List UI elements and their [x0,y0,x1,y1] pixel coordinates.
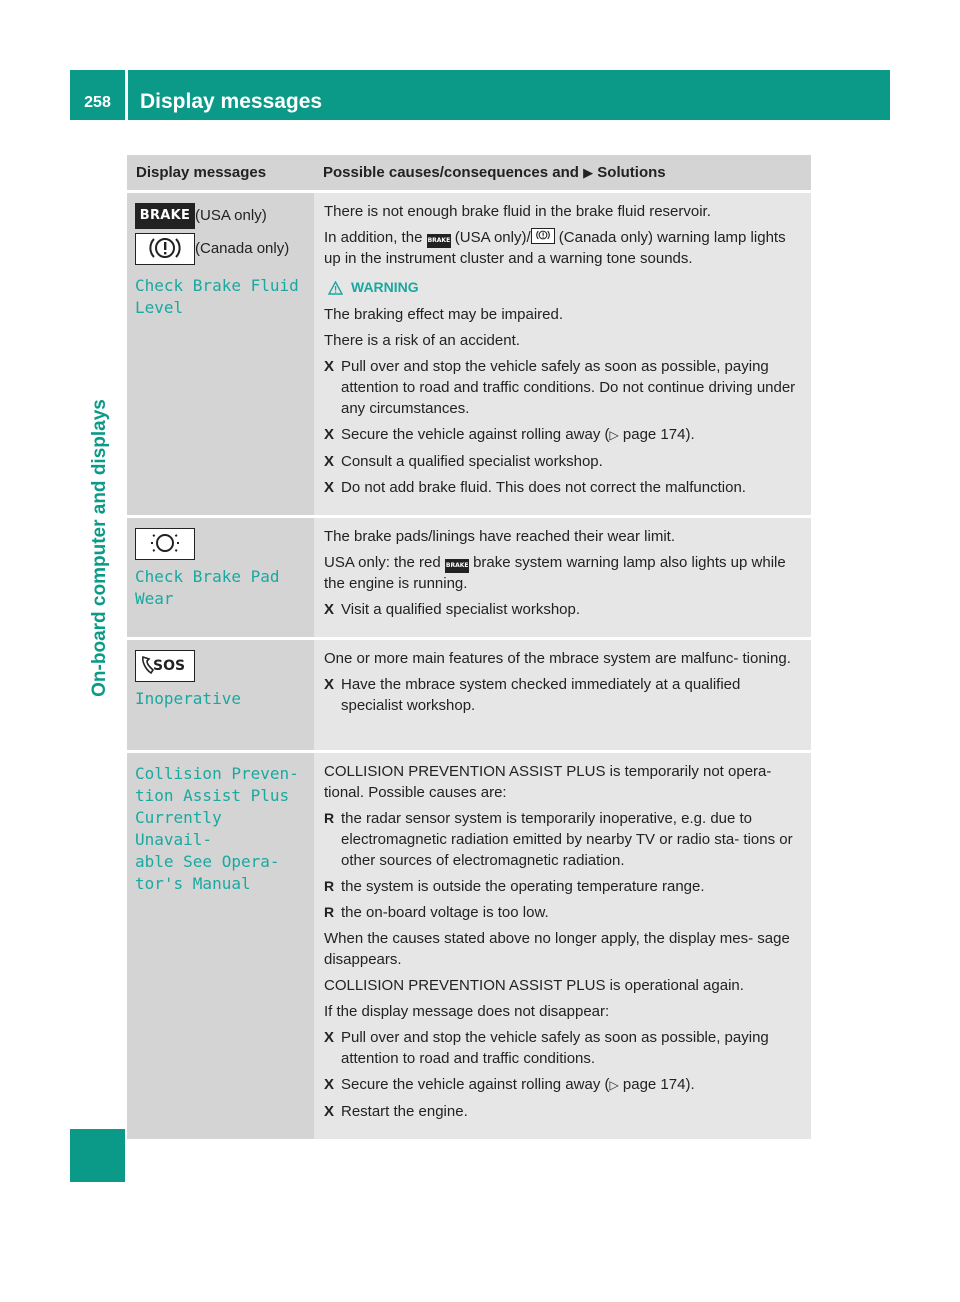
solutions-arrow-icon: ▶ [583,165,594,180]
instruction-step: X Do not add brake fluid. This does not correct the malfunction. [324,479,746,496]
cause-item: R the system is outside the operating temperature range. [324,878,705,895]
solution-cell: The brake pads/linings have reached their wear limit. USA only: the red BRAKE brake system warning lamp also lights up while the engine is running. X Visit a qualified specialist workshop. [314,517,811,639]
column-header-display: Display messages [127,155,314,192]
instruction-step: X Consult a qualified specialist workshop. [324,453,603,470]
page-reference-icon: ▷ [609,428,619,442]
chapter-marker [70,1129,125,1182]
solution-cell: There is not enough brake fluid in the brake fluid reservoir. In addition, the BRAKE (USA only)/ (Canada only) warning lamp lights up in the instrument cluster and a warning tone sounds. WARNING The braking effect may be impaired. There is a risk of an accident. X Pull over and stop the vehicle safely as soon as possible, paying attention to road and traffic conditions. Do not continue driving under any circumstances. X Secure the vehicle against rolling away (▷ page 174). X Consult a qualified specialist workshop. X Do not add brake fluid. This does not correct the malfunction. [314,192,811,517]
header-separator [125,70,128,120]
table-header-row [127,155,811,192]
message-cell: BRAKE (USA only) (Canada only) Check Brake Fluid Level [127,192,314,517]
display-messages-table [127,155,811,1139]
svg-text:SOS: SOS [153,658,186,674]
brake-warning-icon: BRAKE [135,203,195,229]
brake-warning-icon: BRAKE [427,234,451,248]
brake-warning-icon: BRAKE [445,559,469,573]
display-message-brake-fluid: Check Brake Fluid Level [135,276,299,317]
page-title: Display messages [140,90,323,113]
instruction-step: X Restart the engine. [324,1103,468,1120]
display-message-brake-pad: Check Brake Pad Wear [135,567,280,608]
brake-pad-wear-icon [135,528,195,560]
instruction-step: X Visit a qualified specialist workshop. [324,601,581,618]
display-message-sos: Inoperative [135,689,241,708]
page-reference-icon: ▷ [609,1078,619,1092]
display-message-collision: Collision Preven‐ tion Assist Plus Currently Unavail‐ able See Opera‐ tor's Manual [135,764,299,893]
column-header-solutions: Possible causes/consequences and ▶ Solutions [314,155,811,192]
instruction-step: X Pull over and stop the vehicle safely as soon as possible, paying attention to road and traffic conditions. Do not continue driving under any circumstances. [324,358,796,417]
instruction-step: X Have the mbrace system checked immediately at a qualified specialist workshop. [324,676,741,714]
warning-triangle-icon [328,281,343,295]
table-row [127,192,811,517]
table-row [127,752,811,1140]
sos-icon [135,650,195,682]
instruction-step: X Secure the vehicle against rolling away (▷ page 174). [324,1076,695,1093]
message-cell [127,517,314,639]
brake-circle-icon [531,228,555,244]
instruction-step: X Pull over and stop the vehicle safely as soon as possible, paying attention to road and traffic conditions. [324,1029,769,1067]
table-row [127,639,811,752]
cause-item: R the radar sensor system is temporarily inoperative, e.g. due to electromagnetic radiation emitted by nearby TV or radio sta- tions or other sources of electromagnetic radiation. [324,810,793,869]
message-cell [127,752,314,1140]
message-cell [127,639,314,752]
table-row [127,517,811,639]
brake-circle-icon [135,233,195,265]
instruction-step: X Secure the vehicle against rolling away (▷ page 174). [324,426,695,443]
chapter-label: On-board computer and displays [89,399,110,697]
solution-cell: COLLISION PREVENTION ASSIST PLUS is temporarily not opera- tional. Possible causes are: R the radar sensor system is temporarily inoperative, e.g. due to electromagnetic radiation emitted by nearby TV or radio sta- tions or other sources of electromagnetic radiation. R the system is outside the operating temperature range. R the on-board voltage is too low. When the causes stated above no longer apply, the display mes- sage disappears. COLLISION PREVENTION ASSIST PLUS is operational again. If the display message does not disappear: X Pull over and stop the vehicle safely as soon as possible, paying attention to road and traffic conditions. X Secure the vehicle against rolling away (▷ page 174). X Restart the engine. [314,752,811,1140]
warning-heading: WARNING [328,277,803,298]
page-number: 258 [84,94,111,111]
cause-item: R the on-board voltage is too low. [324,904,549,921]
solution-cell: One or more main features of the mbrace system are malfunc- tioning. X Have the mbrace system checked immediately at a qualified specialist workshop. [314,639,811,752]
